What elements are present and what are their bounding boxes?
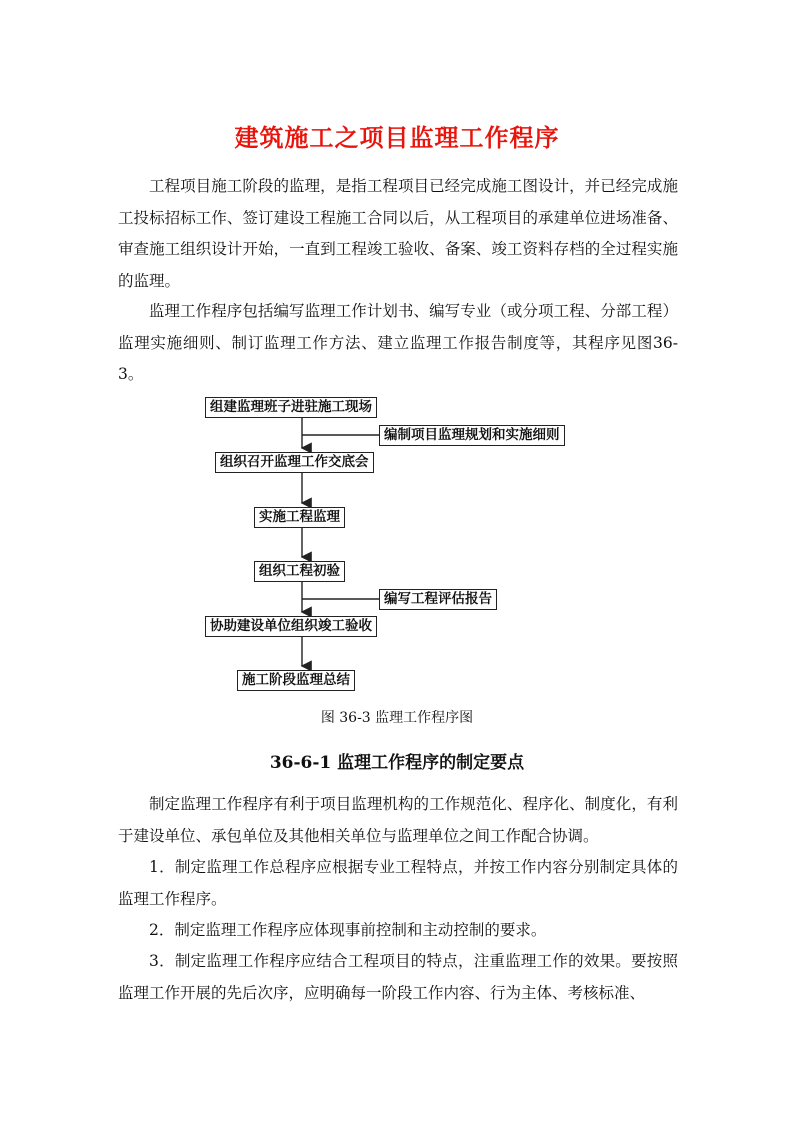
flow-step-3: 实施工程监理	[254, 507, 345, 528]
figure-caption: 图 36-3 监理工作程序图	[320, 710, 474, 726]
paragraph-intro: 工程项目施工阶段的监理，是指工程项目已经完成施工图设计，并已经完成施工投标招标工作、签订建设工程施工合同以后，从工程项目的承建单位进场准备、审查施工组织设计开始，一直到工程竣工验收、备案、竣工资料存档的全过程实施的监理。	[118, 177, 678, 290]
list-item-1: 1．制定监理工作总程序应根据专业工程特点，并按工作内容分别制定具体的监理工作程序。	[118, 858, 678, 908]
section-heading: 36-6-1 监理工作程序的制定要点	[269, 753, 525, 773]
list-item-2: 2．制定监理工作程序应体现事前控制和主动控制的要求。	[149, 921, 547, 939]
flow-step-2: 组织召开监理工作交底会	[215, 452, 374, 473]
list-item-3: 3．制定监理工作程序应结合工程项目的特点，注重监理工作的效果。要按照监理工作开展的先后次序，应明确每一阶段工作内容、行为主体、考核标准、	[118, 952, 678, 1002]
section-intro: 制定监理工作程序有利于项目监理机构的工作规范化、程序化、制度化，有利于建设单位、承包单位及其他相关单位与监理单位之间工作配合协调。	[118, 795, 678, 845]
paragraph-procedure: 监理工作程序包括编写监理工作计划书、编写专业（或分项工程、分部工程）监理实施细则、制订监理工作方法、建立监理工作报告制度等，其程序见图36-3。	[118, 302, 678, 383]
flow-side-step-2: 编写工程评估报告	[379, 589, 497, 610]
flow-step-1: 组建监理班子进驻施工现场	[205, 397, 377, 418]
document-title: 建筑施工之项目监理工作程序	[234, 124, 560, 152]
flow-step-6: 施工阶段监理总结	[237, 670, 355, 691]
flow-step-4: 组织工程初验	[254, 561, 345, 582]
flow-side-step-1: 编制项目监理规划和实施细则	[379, 425, 565, 446]
flow-step-5: 协助建设单位组织竣工验收	[205, 616, 377, 637]
